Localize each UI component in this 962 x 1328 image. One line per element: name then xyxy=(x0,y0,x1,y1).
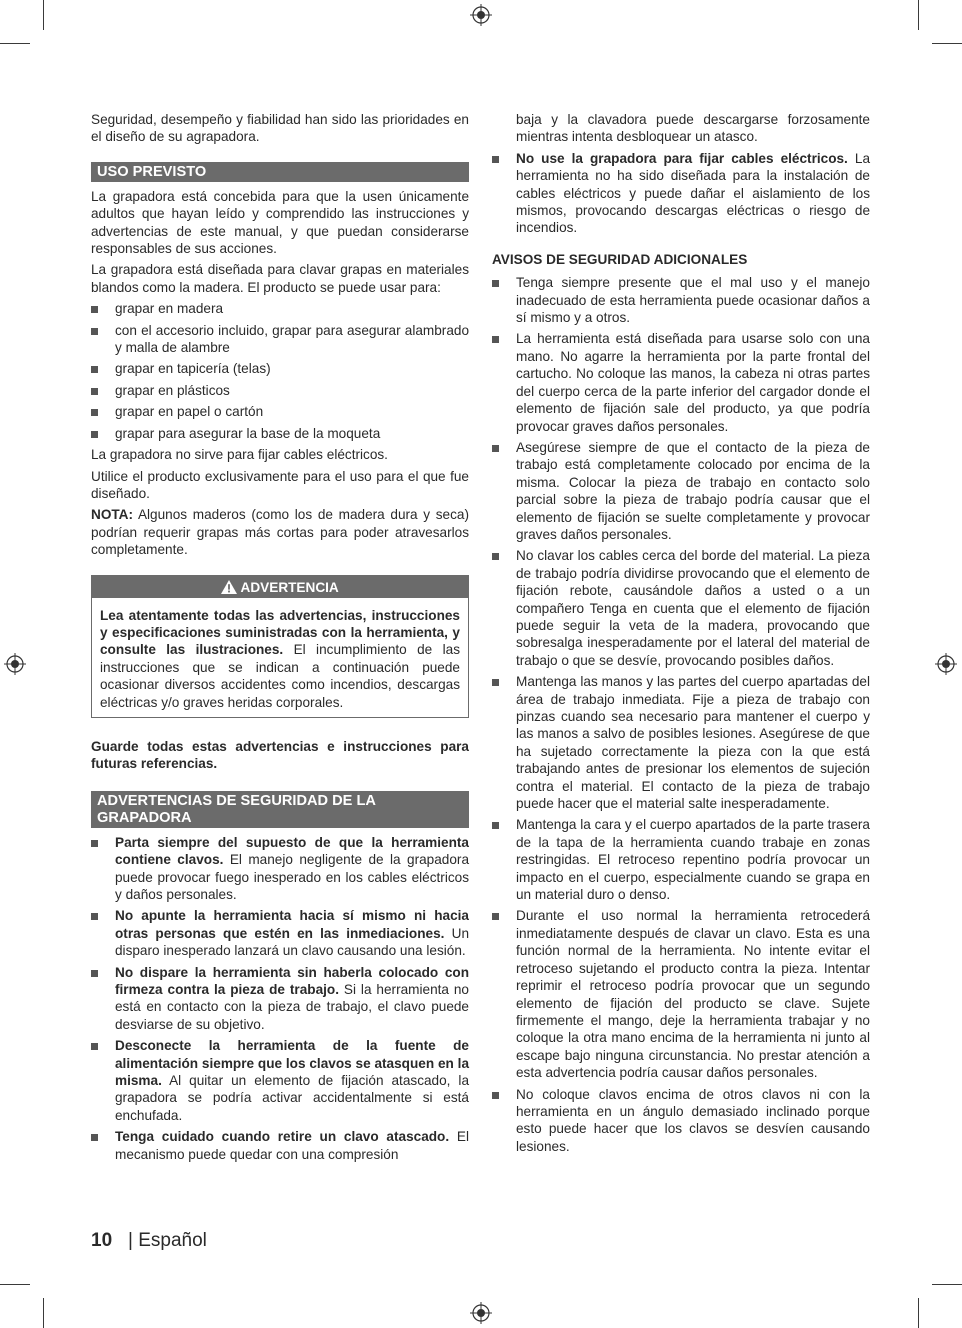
bullet-icon xyxy=(492,679,499,686)
bullet-icon xyxy=(492,553,499,560)
safety-list xyxy=(91,834,469,1163)
list-item: Parta siempre del supuesto de que la herramienta contiene clavos. El manejo negligente de la grapadora puede provocar fuego inesperado en los cables eléctricos y daños personales. xyxy=(91,834,469,904)
bullet-icon xyxy=(492,1092,499,1099)
list-item: Desconecte la herramienta de la fuente de alimentación siempre que los clavos se atasquen en la misma. Al quitar un elemento de fijación atascado, la grapadora se podría activar accidentalmente si está enchufada. xyxy=(91,1037,469,1124)
right-column xyxy=(492,111,870,1159)
list-item: Asegúrese siempre de que el contacto de la pieza de trabajo está completamente colocado por encima de la misma. Colocar la pieza de trabajo en contacto solo parcial sobre la pieza de trabajo podría causar que el elemento de fijación se suelte completamente y provocar graves daños personales. xyxy=(492,439,870,543)
bullet-icon xyxy=(91,431,98,438)
bullet-icon xyxy=(91,1043,98,1050)
page-footer xyxy=(91,1228,207,1254)
bullet-icon xyxy=(91,970,98,977)
crop-mark xyxy=(918,0,919,30)
bullet-icon xyxy=(91,306,98,313)
list-item: grapar en plásticos xyxy=(91,382,469,399)
registration-mark-icon xyxy=(935,653,957,675)
bullet-icon xyxy=(91,840,98,847)
warning-box xyxy=(91,575,469,718)
subsection-title-avisos: AVISOS DE SEGURIDAD ADICIONALES xyxy=(492,251,748,267)
list-item: grapar en tapicería (telas) xyxy=(91,360,469,377)
warning-body: Lea atentamente todas las advertencias, instrucciones y especificaciones suministradas con la herramienta, y consulte las ilustraciones. El incumplimiento de las instrucciones que se indican a continuación puede ocasionar diversos accidentes como incendios, descargas eléctricas y/o graves heridas corporales. xyxy=(100,607,460,710)
save-instructions-text: Guarde todas estas advertencias e instrucciones para futuras referencias. xyxy=(91,738,469,772)
crop-mark xyxy=(43,1298,44,1328)
list-item: No dispare la herramienta sin haberla colocado con firmeza contra la pieza de trabajo. Si la herramienta no está en contacto con la pieza de trabajo, el clavo puede desviarse de su objetivo. xyxy=(91,964,469,1034)
crop-mark xyxy=(932,43,962,44)
registration-mark-icon xyxy=(470,1302,492,1324)
crop-mark xyxy=(0,1284,30,1285)
crop-mark xyxy=(918,1298,919,1328)
section-title-uso-previsto: USO PREVISTO xyxy=(91,162,469,182)
list-item: Tenga cuidado cuando retire un clavo atascado. El mecanismo puede quedar con una compresión xyxy=(91,1128,469,1163)
section-title-seguridad: ADVERTENCIAS DE SEGURIDAD DE LA GRAPADORA xyxy=(91,791,469,828)
language-label: | Español xyxy=(127,1230,207,1251)
bullet-icon xyxy=(492,280,499,287)
left-column xyxy=(91,111,469,1167)
list-item: grapar para asegurar la base de la moqueta xyxy=(91,425,469,442)
paragraph: Utilice el producto exclusivamente para el uso para el que fue diseñado. xyxy=(91,468,469,501)
bullet-icon xyxy=(91,913,98,920)
bullet-icon xyxy=(91,1134,98,1141)
bullet-icon xyxy=(492,336,499,343)
registration-mark-icon xyxy=(4,653,26,675)
paragraph: La grapadora no sirve para fijar cables eléctricos. xyxy=(91,447,388,463)
warning-triangle-icon xyxy=(221,580,237,594)
page-number: 10 xyxy=(91,1230,113,1251)
bullet-icon xyxy=(91,366,98,373)
note-label: NOTA: xyxy=(91,507,134,523)
intro-text: Seguridad, desempeño y fiabilidad han sido las prioridades en el diseño de su agrapadora. xyxy=(91,112,469,145)
bullet-icon xyxy=(492,913,499,920)
bullet-icon xyxy=(91,409,98,416)
crop-mark xyxy=(0,43,30,44)
paragraph: La grapadora está concebida para que la usen únicamente adultos que hayan leído y comprendido las instrucciones y advertencias de este manual, y que puedan considerarse responsables de sus acciones. xyxy=(91,188,469,257)
list-item: grapar en papel o cartón xyxy=(91,403,469,420)
list-item-continued: baja y la clavadora puede descargarse forzosamente mientras intenta desbloquear un atasco. xyxy=(516,112,870,145)
crop-mark xyxy=(43,0,44,30)
bullet-icon xyxy=(492,445,499,452)
list-item: Durante el uso normal la herramienta retrocederá inmediatamente después de clavar un clavo. Esta es una función normal de la herramienta. No intente evitar el retroceso sujetando el producto contra la pieza. Intentar reprimir el retroceso podría provocar que un segundo elemento de fijación del producto se clave. Sujete firmemente el mango, deje la herramienta trabajar y no coloque la otra mano encima de la herramienta ni junto al escape bajo ninguna circunstancia. No prestar atención a esta advertencia podría causar daños personales. xyxy=(492,907,870,1081)
note-paragraph: NOTA: Algunos maderos (como los de madera dura y seca) podrían requerir grapas más cortas para poder atravesarlos completamente. xyxy=(91,507,469,558)
uses-list xyxy=(91,300,469,442)
list-item: No use la grapadora para fijar cables eléctricos. La herramienta no ha sido diseñada para la instalación de cables eléctricos y puede dañar el aislamiento de los mismos, provocando descargas eléctricas o riesgo de incendios. xyxy=(492,150,870,237)
bullet-icon xyxy=(91,388,98,395)
warning-header xyxy=(92,576,468,598)
registration-mark-icon xyxy=(470,4,492,26)
list-item: Mantenga las manos y las partes del cuerpo apartadas del área de trabajo inmediata. Fije a pieza de trabajo con pinzas cuando sea necesario para mantener el cuerpo y las manos a salvo de posibles lesiones. Asegúrese de que ha sujetado correctamente la pieza con la que está trabajando antes de presionar los elementos de sujeción contra el material. El contacto de la pieza de trabajo puede hacer que el material salte inesperadamente. xyxy=(492,673,870,812)
list-item: No apunte la herramienta hacia sí mismo ni hacia otras personas que estén en las inmediaciones. Un disparo inesperado lanzará un clavo causando una lesión. xyxy=(91,907,469,959)
warning-title: ADVERTENCIA xyxy=(240,579,339,595)
crop-mark xyxy=(932,1284,962,1285)
list-item: grapar en madera xyxy=(91,300,469,317)
continued-list xyxy=(492,111,870,237)
bullet-icon xyxy=(91,328,98,335)
bullet-icon xyxy=(492,156,499,163)
additional-safety-list xyxy=(492,274,870,1155)
list-item: Tenga siempre presente que el mal uso y el manejo inadecuado de esta herramienta puede ocasionar daños a sí mismo y a otros. xyxy=(492,274,870,326)
list-item: La herramienta está diseñada para usarse solo con una mano. No agarre la herramienta por la parte frontal del cartucho. No coloque las manos, la cabeza ni otras partes del cuerpo cerca de la parte inferior del cargador donde el elemento de fijación sale del producto, ya que podría provocar graves daños personales. xyxy=(492,330,870,434)
list-item: No clavar los cables cerca del borde del material. La pieza de trabajo podría dividirse provocando que el elemento de fijación rebote, causándole daños a usted o a un compañero Tenga en cuenta que el elemento de fijación puede seguir la veta de la madera, provocando que sobresalga inesperadamente por el lateral del material de trabajo o que se desvíe, provocando posibles daños. xyxy=(492,547,870,669)
bullet-icon xyxy=(492,822,499,829)
list-item: No coloque clavos encima de otros clavos ni con la herramienta en un ángulo demasiado inclinado porque esto puede hacer que los clavos se desvíen causando lesiones. xyxy=(492,1086,870,1156)
list-item: con el accesorio incluido, grapar para asegurar alambrado y malla de alambre xyxy=(91,322,469,357)
paragraph: La grapadora está diseñada para clavar grapas en materiales blandos como la madera. El producto se puede usar para: xyxy=(91,262,469,295)
list-item: Mantenga la cara y el cuerpo apartados de la parte trasera de la tapa de la herramienta cuando trabaje en zonas restringidas. El retroceso repentino podría provocar un impacto en el cuerpo, especialmente cuando se grapa en un material duro o denso. xyxy=(492,816,870,903)
